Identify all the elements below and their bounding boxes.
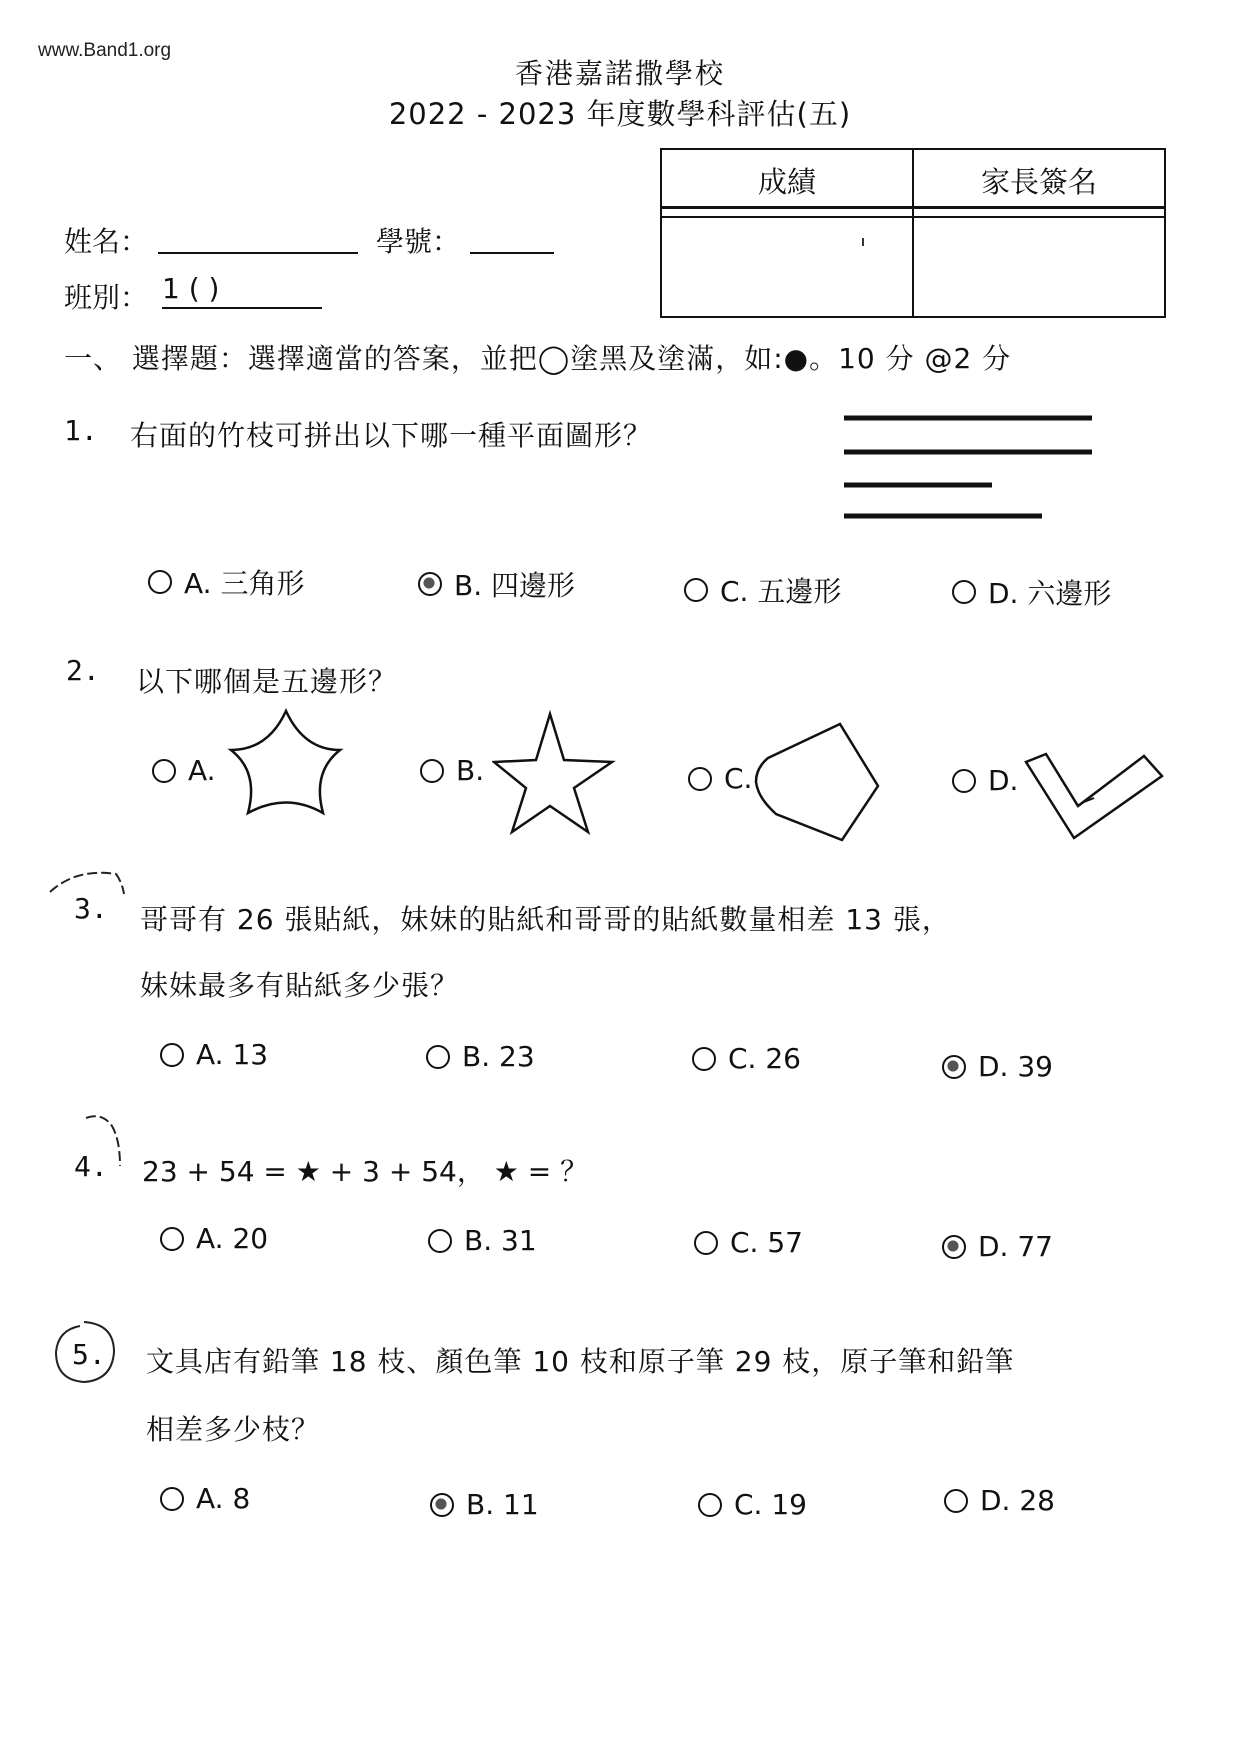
- q5-bubble-d[interactable]: [944, 1489, 968, 1513]
- score-header: 成績: [757, 165, 816, 199]
- q3-option-b[interactable]: [426, 1040, 535, 1073]
- q4-option-d[interactable]: [942, 1230, 1053, 1263]
- q2-option-b-label: B.: [456, 754, 485, 787]
- q1-option-a-label: A. 三角形: [184, 567, 305, 600]
- q4-option-d-label: D. 77: [978, 1230, 1053, 1263]
- grade-box: [660, 148, 1166, 318]
- q4-option-c[interactable]: [694, 1226, 803, 1259]
- student-number-field[interactable]: [470, 222, 554, 254]
- q5-bubble-c[interactable]: [698, 1493, 722, 1517]
- q2-option-a-label: A.: [188, 754, 216, 787]
- q1-option-d-label: D. 六邊形: [988, 577, 1112, 610]
- q3-bubble-d-marked[interactable]: [942, 1055, 966, 1079]
- section-instructions: 一、 選擇題：選擇適當的答案，並把◯塗黑及塗滿，如:●。10 分 @2 分: [64, 342, 1012, 375]
- q4-number: 4.: [74, 1150, 108, 1183]
- class-field[interactable]: 1 ( ): [162, 272, 322, 309]
- q1-option-a[interactable]: [148, 562, 304, 602]
- checkmark-shape: [1022, 752, 1167, 847]
- q1-option-b-label: B. 四邊形: [454, 569, 576, 602]
- q1-bubble-d[interactable]: [952, 580, 976, 604]
- q3-option-b-label: B. 23: [462, 1040, 535, 1073]
- q1-bubble-b-filled[interactable]: [418, 572, 442, 596]
- q5-option-d-label: D. 28: [980, 1484, 1055, 1517]
- name-label: 姓名：: [64, 225, 149, 258]
- q3-option-a-label: A. 13: [196, 1038, 269, 1071]
- q3-option-c[interactable]: [692, 1042, 801, 1075]
- name-field[interactable]: [158, 222, 358, 254]
- q5-bubble-a[interactable]: [160, 1487, 184, 1511]
- q2-option-a[interactable]: [152, 754, 216, 787]
- q4-bubble-b[interactable]: [428, 1229, 452, 1253]
- q3-option-d-label: D. 39: [978, 1050, 1053, 1083]
- class-label: 班別：: [64, 281, 149, 314]
- q2-option-b[interactable]: [420, 754, 484, 787]
- q2-bubble-a[interactable]: [152, 759, 176, 783]
- q4-option-b[interactable]: [428, 1224, 537, 1257]
- q1-bubble-a[interactable]: [148, 570, 172, 594]
- q3-option-a[interactable]: [160, 1038, 268, 1071]
- q2-bubble-c[interactable]: [688, 767, 712, 791]
- signature-header: 家長簽名: [980, 165, 1097, 199]
- q5-option-a[interactable]: [160, 1482, 250, 1515]
- q4-bubble-c[interactable]: [694, 1231, 718, 1255]
- q3-text-line2: 妹妹最多有貼紙多少張？: [140, 969, 460, 1002]
- q3-bubble-b[interactable]: [426, 1045, 450, 1069]
- watermark: www.Band1.org: [38, 40, 172, 61]
- q3-option-d[interactable]: [942, 1050, 1053, 1083]
- q3-number: 3.: [74, 892, 108, 925]
- star-shape: [492, 710, 617, 835]
- q5-option-c[interactable]: [698, 1488, 807, 1521]
- q1-number: 1.: [64, 414, 98, 447]
- q2-option-d[interactable]: [952, 764, 1018, 797]
- pentagon-shape: [748, 718, 883, 843]
- q3-bubble-c[interactable]: [692, 1047, 716, 1071]
- q5-option-a-label: A. 8: [196, 1482, 251, 1515]
- q4-option-a[interactable]: [160, 1222, 268, 1255]
- q4-equation: 23 + 54 = ★ + 3 + 54， ★ = ？: [142, 1155, 589, 1188]
- q4-option-c-label: C. 57: [730, 1226, 803, 1259]
- pentagon-curved-shape: [226, 708, 346, 818]
- q4-bubble-a[interactable]: [160, 1227, 184, 1251]
- assessment-title: 2022 - 2023 年度數學科評估(五): [388, 97, 852, 131]
- school-title: 香港嘉諾撒學校: [514, 57, 725, 90]
- q2-bubble-d[interactable]: [952, 769, 976, 793]
- q2-number: 2.: [66, 654, 100, 687]
- q5-option-d[interactable]: [944, 1484, 1055, 1517]
- q5-text-line2: 相差多少枝？: [146, 1413, 321, 1446]
- q4-bubble-d-marked[interactable]: [942, 1235, 966, 1259]
- q1-option-c-label: C. 五邊形: [720, 575, 842, 608]
- q2-option-c-label: C.: [724, 762, 753, 795]
- q2-option-d-label: D.: [988, 764, 1019, 797]
- grade-box-divider: [912, 150, 914, 316]
- q1-bubble-c[interactable]: [684, 578, 708, 602]
- q1-option-c[interactable]: [684, 570, 841, 610]
- q1-text: 右面的竹枝可拼出以下哪一種平面圖形？: [130, 419, 653, 452]
- q3-text-line1: 哥哥有 26 張貼紙，妹妹的貼紙和哥哥的貼紙數量相差 13 張，: [140, 903, 951, 936]
- q5-option-b-label: B. 11: [466, 1488, 539, 1521]
- q3-bubble-a[interactable]: [160, 1043, 184, 1067]
- q1-option-b[interactable]: [418, 564, 575, 604]
- q2-text: 以下哪個是五邊形？: [136, 665, 398, 698]
- q2-option-c[interactable]: [688, 762, 752, 795]
- q5-option-b[interactable]: [430, 1488, 539, 1521]
- student-number-label: 學號：: [376, 225, 461, 258]
- q5-option-c-label: C. 19: [734, 1488, 807, 1521]
- bamboo-sticks-figure: [840, 410, 1100, 525]
- q3-option-c-label: C. 26: [728, 1042, 801, 1075]
- q5-number: 5.: [72, 1338, 106, 1371]
- q4-option-a-label: A. 20: [196, 1222, 269, 1255]
- q1-option-d[interactable]: [952, 572, 1111, 612]
- score-mark: [862, 238, 864, 246]
- q2-bubble-b[interactable]: [420, 759, 444, 783]
- grade-box-rule: [662, 206, 1164, 218]
- q5-text-line1: 文具店有鉛筆 18 枝、顏色筆 10 枝和原子筆 29 枝，原子筆和鉛筆: [146, 1345, 1015, 1378]
- q5-bubble-b-marked[interactable]: [430, 1493, 454, 1517]
- q4-option-b-label: B. 31: [464, 1224, 537, 1257]
